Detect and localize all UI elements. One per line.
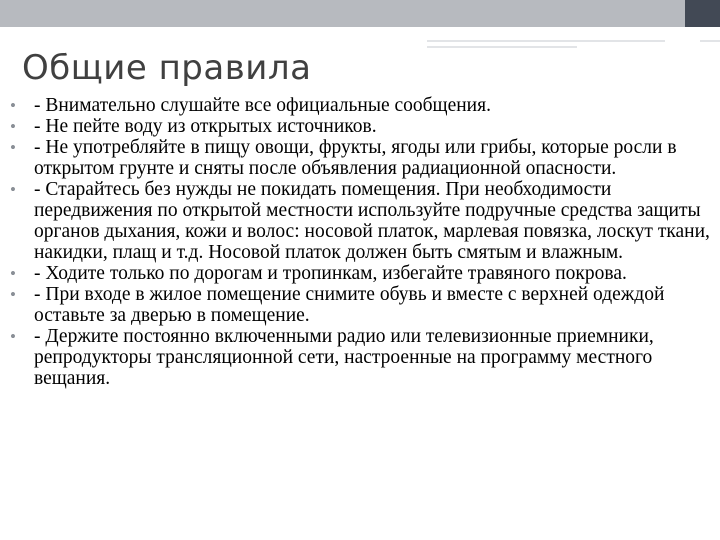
top-accent-bar [0,0,685,27]
bullet-text: - Не пейте воду из открытых источников. [34,116,377,137]
bullet-item [0,95,720,116]
bullet-icon: • [10,117,16,136]
decorative-line [700,40,720,42]
bullet-item [0,263,720,284]
bullet-item [0,179,720,263]
bullet-text: - При входе в жилое помещение снимите обувь и вместе с верхней одеждой оставьте за дверью в помещение. [34,284,665,326]
bullet-text: - Старайтесь без нужды не покидать помещения. При необходимости передвижения по открытой местности используйте подручные средства защиты органов дыхания, кожи и волос: носовой платок, марлевая повязка, лоскут ткани, накидки, плащ и т.д. Носовой платок должен быть смятым и влажным. [34,179,710,263]
bullet-text: - Внимательно слушайте все официальные сообщения. [34,95,491,116]
bullet-icon: • [10,327,16,346]
bullet-icon: • [10,96,16,115]
bullet-item [0,116,720,137]
bullet-item [0,326,720,389]
bullet-text: - Не употребляйте в пищу овощи, фрукты, ягоды или грибы, которые росли в открытом грунте и сняты после объявления радиационной опасности. [34,137,677,179]
decorative-line [427,46,577,48]
bullet-text: - Ходите только по дорогам и тропинкам, избегайте травяного покрова. [34,263,627,284]
bullet-icon: • [10,138,16,157]
bullet-item [0,137,720,179]
top-accent-block [685,0,720,27]
bullet-icon: • [10,285,16,304]
decorative-line [427,40,665,42]
bullet-icon: • [10,264,16,283]
bullet-icon: • [10,180,16,199]
bullet-item [0,284,720,326]
slide-title: Общие правила [22,48,312,88]
bullet-list [0,95,720,389]
bullet-text: - Держите постоянно включенными радио или телевизионные приемники, репродукторы трансляционной сети, настроенные на программу местного вещания. [34,326,654,389]
